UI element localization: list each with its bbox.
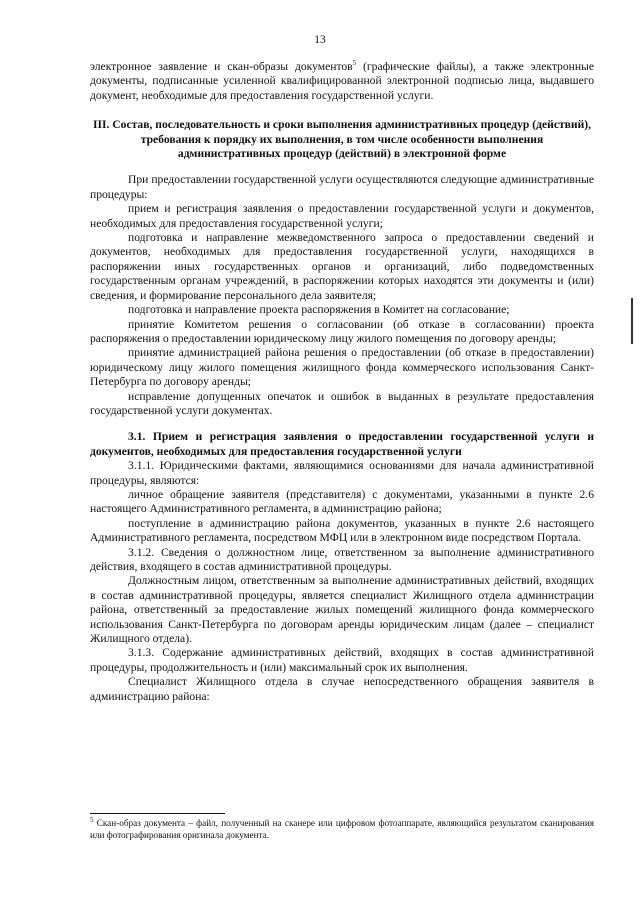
- intro-paragraph: [90, 60, 594, 103]
- paragraph: 3.1.3. Содержание административных действий, входящих в состав административной процедуры, продолжительность и (или) максимальный срок их выполнения.: [90, 646, 594, 674]
- intro-text-continued: (графические файлы), а также электронные документы, подписанные усиленной квалифицированной электронной подписью лица, выдавшего документ, необходимые для предоставления государственной услуги.: [90, 60, 594, 102]
- paragraph: При предоставлении государственной услуги осуществляются следующие административные процедуры:: [90, 173, 594, 201]
- margin-mark: [631, 298, 633, 344]
- paragraph: поступление в администрацию района документов, указанных в пункте 2.6 настоящего Административного регламента, посредством МФЦ или в электронном виде посредством Портала.: [90, 516, 594, 545]
- paragraph: исправление допущенных опечаток и ошибок в выданных в результате предоставления государственной услуги документах.: [90, 389, 594, 417]
- subsection-title: 3.1. Прием и регистрация заявления о предоставлении государственной услуги и документов, необходимых для предоставления государственной услуги: [90, 430, 594, 458]
- footnote-number: 5: [90, 815, 94, 824]
- paragraph: личное обращение заявителя (представителя) с документами, указанными в пункте 2.6 настоящего Административного регламента, в администрацию района;: [90, 487, 594, 516]
- paragraph: 3.1.1. Юридическими фактами, являющимися основаниями для начала административной процедуры, являются:: [90, 459, 594, 487]
- paragraph: прием и регистрация заявления о предоставлении государственной услуги и документов, необходимых для предоставления государственной услуги;: [90, 202, 594, 230]
- paragraph: принятие администрацией района решения о предоставлении (об отказе в предоставлении) юридическому лицу жилого помещения жилищного фонда коммерческого использования Санкт-Петербурга по договору аренды;: [90, 346, 594, 389]
- paragraph: подготовка и направление межведомственного запроса о предоставлении сведений и документов, необходимых для предоставления государственной услуги, находящихся в распоряжении иных государственных органов и организаций, либо подведомственных государственным органам учреждений, в распоряжении которых находятся эти документы и (или) сведения, и формирование персонального дела заявителя;: [90, 231, 594, 302]
- footnote-divider: [90, 813, 225, 814]
- page-number: 13: [314, 34, 326, 46]
- section-title: III. Состав, последовательность и сроки выполнения административных процедур (действий), требования к порядку их выполнения, в том числе особенности выполнения административных процедур (действий) в электронной форме: [92, 118, 592, 161]
- footnote-text: Скан-образ документа – файл, полученный на сканере или цифровом фотоаппарате, являющийся результатом сканирования или фотографирования оригинала документа.: [90, 818, 594, 840]
- paragraph: принятие Комитетом решения о согласовании (об отказе в согласовании) проекта распоряжения о предоставлении юридическому лицу жилого помещения по договору аренды;: [90, 317, 594, 345]
- paragraph: Специалист Жилищного отдела в случае непосредственного обращения заявителя в администрацию района:: [90, 675, 594, 703]
- paragraph: подготовка и направление проекта распоряжения в Комитет на согласование;: [128, 303, 510, 317]
- paragraph: Должностным лицом, ответственным за выполнение административных действий, входящих в состав административной процедуры, является специалист Жилищного отдела администрации района, ответственный за предоставление жилых помещений жилищного фонда коммерческого использования Санкт-Петербурга по договорам аренды юридическим лицам (далее – специалист Жилищного отдела).: [90, 574, 594, 646]
- intro-text: электронное заявление и скан-образы документов: [90, 60, 353, 73]
- paragraph: 3.1.2. Сведения о должностном лице, ответственном за выполнение административного действия, входящего в состав административной процедуры.: [90, 545, 594, 573]
- document-body: [90, 60, 594, 704]
- footnote-reference: 5: [352, 59, 357, 68]
- footnote: [90, 817, 594, 841]
